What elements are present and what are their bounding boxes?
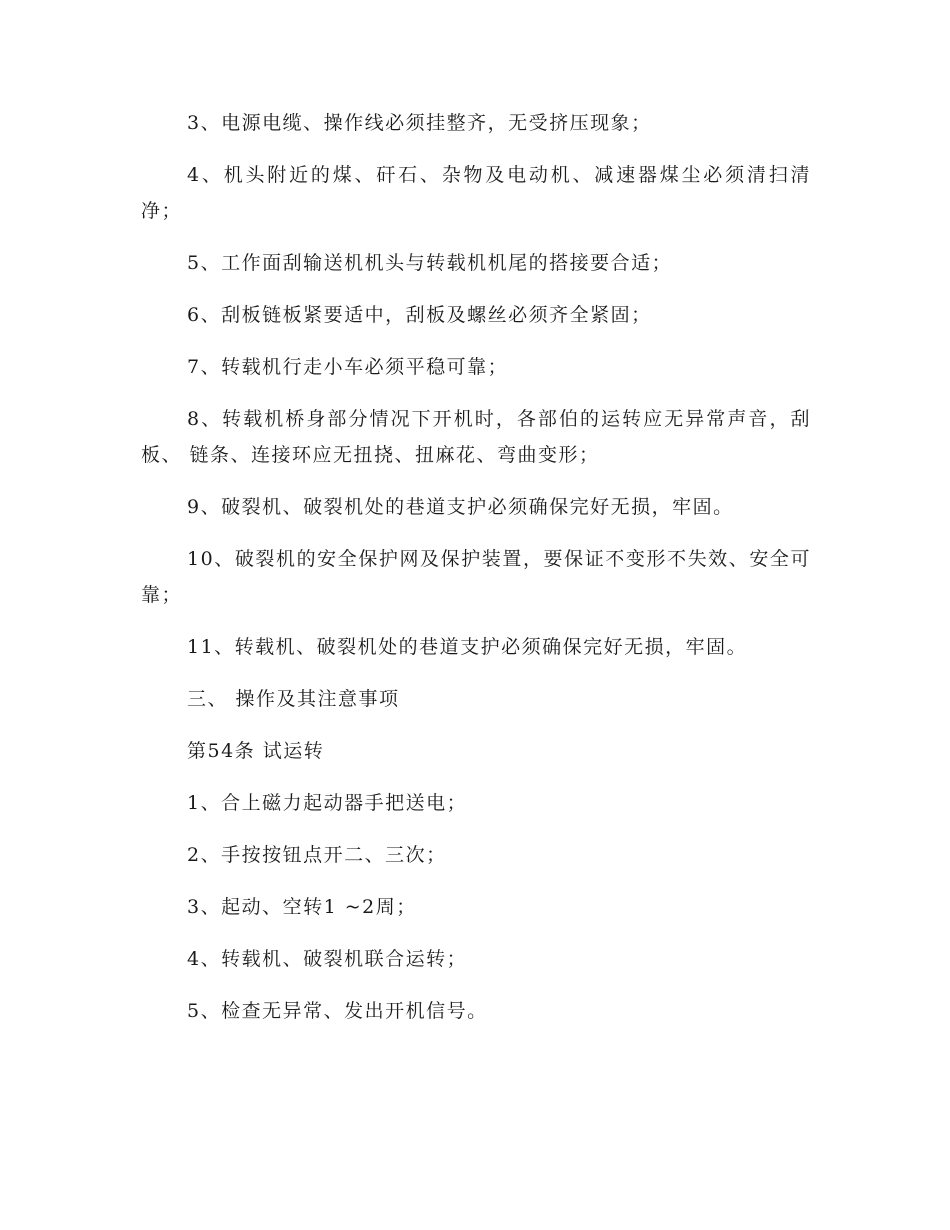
paragraph-item-6: 6、刮板链板紧要适中，刮板及螺丝必须齐全紧固； xyxy=(187,304,652,326)
paragraph-item-11: 11、转载机、破裂机处的巷道支护必须确保完好无损，牢固。 xyxy=(187,636,748,658)
document-body xyxy=(141,105,811,1045)
paragraph-item-4: 4、机头附近的煤、矸石、杂物及电动机、减速器煤尘必须清扫清净； xyxy=(141,164,811,222)
step-item-2: 2、手按按钮点开二、三次； xyxy=(187,844,447,866)
section-heading: 三、 操作及其注意事项 xyxy=(187,688,400,710)
paragraph-item-10: 10、破裂机的安全保护网及保护装置，要保证不变形不失效、安全可靠； xyxy=(141,548,811,606)
paragraph-item-3: 3、电源电缆、操作线必须挂整齐，无受挤压现象； xyxy=(187,112,652,134)
article-heading: 第54条 试运转 xyxy=(187,740,325,762)
step-item-1: 1、合上磁力起动器手把送电； xyxy=(187,792,468,814)
paragraph-item-9: 9、破裂机、破裂机处的巷道支护必须确保完好无损，牢固。 xyxy=(187,496,734,518)
step-item-5: 5、检查无异常、发出开机信号。 xyxy=(187,1000,488,1022)
step-item-4: 4、转载机、破裂机联合运转； xyxy=(187,948,468,970)
paragraph-item-8: 8、转载机桥身部分情况下开机时，各部伯的运转应无异常声音，刮板、 链条、连接环应无扭挠、扭麻花、弯曲变形； xyxy=(141,408,811,466)
paragraph-item-5: 5、工作面刮输送机机头与转载机机尾的搭接要合适； xyxy=(187,252,673,274)
paragraph-item-7: 7、转载机行走小车必须平稳可靠； xyxy=(187,356,509,378)
step-item-3: 3、起动、空转1 ~2周； xyxy=(187,896,417,918)
